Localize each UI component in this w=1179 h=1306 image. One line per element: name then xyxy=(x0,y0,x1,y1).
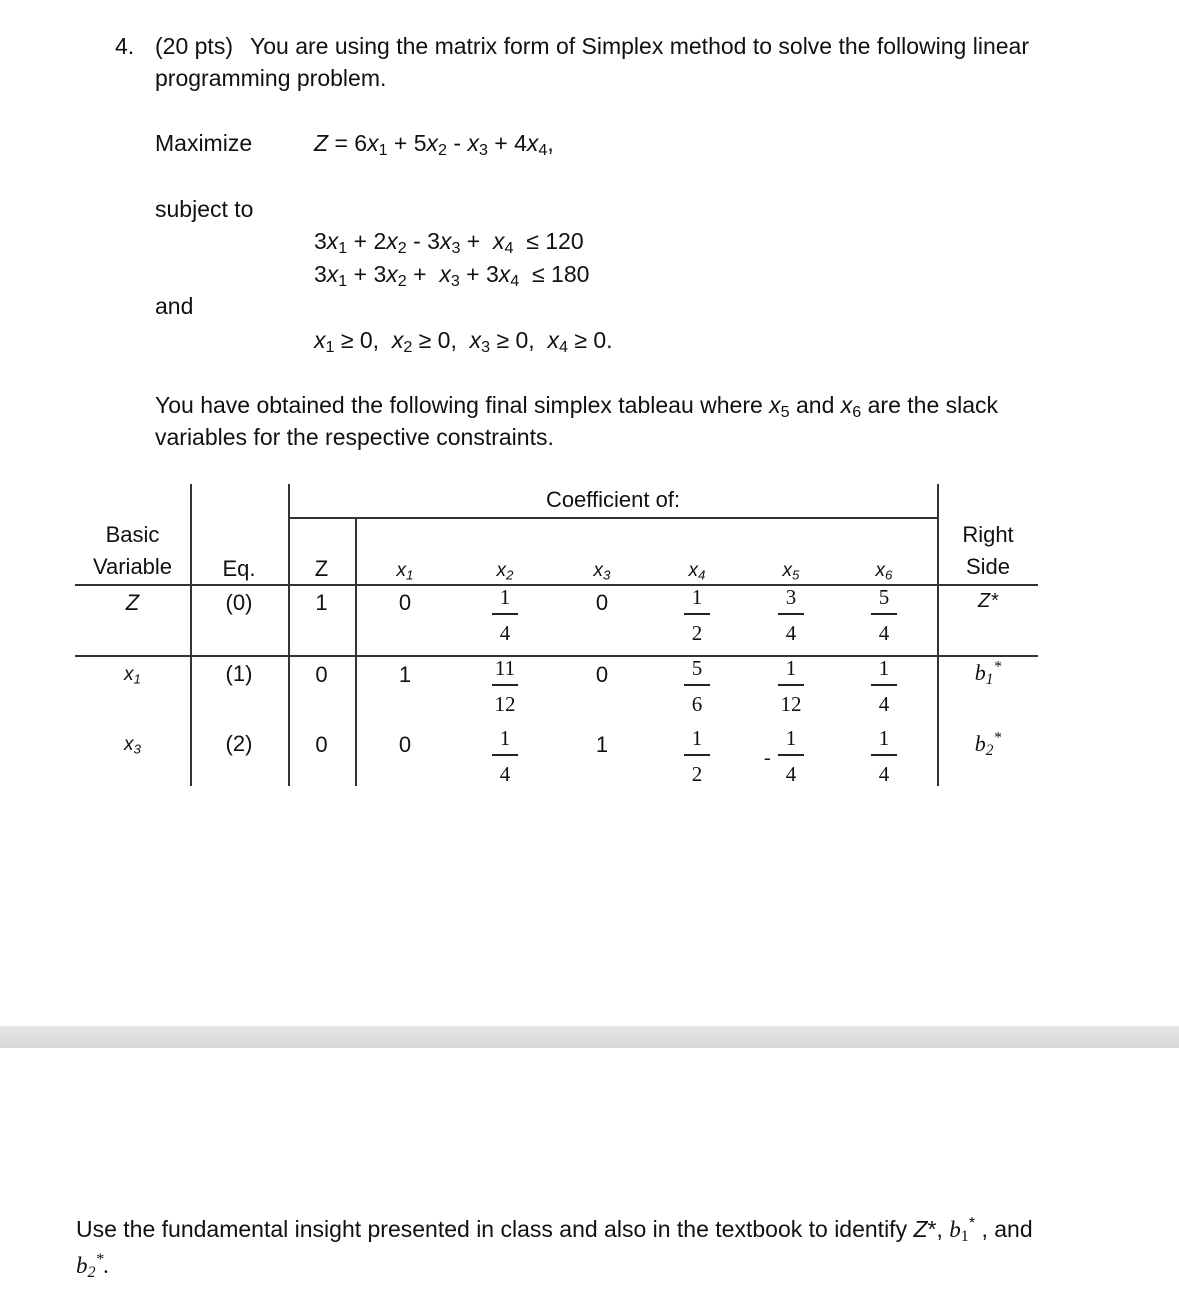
coefficient-header: Coefficient of: xyxy=(545,487,681,512)
row1-x6: 1 4 xyxy=(859,654,909,718)
row1-x5: 1 12 xyxy=(766,654,816,718)
col-header-x4: $x_4$ xyxy=(688,560,706,583)
question-line2: $b_2^*$. xyxy=(76,1251,110,1282)
col-header-x6: $x_6$ xyxy=(875,560,893,583)
row2-x6: 1 4 xyxy=(859,724,909,788)
col-header-x3: $x_3$ xyxy=(593,560,611,583)
objective-function: $Z = 6x_1 + 5x_2 - x_3 + 4x_4$, xyxy=(314,130,554,160)
constraint-1: $3x_1 + 2x_2 - 3x_3 + x_4 \le 120$ xyxy=(314,228,584,258)
row1-basic: $x_1$ xyxy=(124,664,141,687)
row1-x4: 5 6 xyxy=(672,654,722,718)
eq-header: Eq. xyxy=(222,556,256,581)
problem-intro-line2: programming problem. xyxy=(155,65,387,91)
row0-rhs: Z* xyxy=(978,590,998,612)
basic-header-2: Variable xyxy=(92,554,173,579)
row0-x6: 5 4 xyxy=(859,583,909,647)
tableau-intro-line1: You have obtained the following final simplex tableau where $x_5$ and $x_6$ are the slack xyxy=(155,392,999,422)
problem-intro-line1: You are using the matrix form of Simplex method to solve the following linear xyxy=(250,33,1029,59)
row1-x3: 0 xyxy=(595,662,609,687)
basic-header-1: Basic xyxy=(105,522,160,547)
row2-x2: 1 4 xyxy=(480,724,530,788)
maximize-label: Maximize xyxy=(155,130,253,156)
row0-x4: 1 2 xyxy=(672,583,722,647)
col-header-x5: $x_5$ xyxy=(782,560,800,583)
row0-x2: 1 4 xyxy=(480,583,530,647)
row1-eq: (1) xyxy=(225,661,253,686)
row1-rhs: $b_1^*$ xyxy=(974,658,1002,688)
question-line1: Use the fundamental insight presented in class and also in the textbook to identify Z*, $b_1^*$ , and xyxy=(76,1214,1033,1246)
and-label: and xyxy=(155,293,194,319)
row2-z: 0 xyxy=(315,732,328,757)
subject-to-label: subject to xyxy=(155,196,254,222)
row2-x1: 0 xyxy=(398,732,412,757)
row0-x5: 3 4 xyxy=(766,583,816,647)
constraint-2: $3x_1 + 3x_2 + x_3 + 3x_4 \le 180$ xyxy=(314,261,590,291)
row0-z: 1 xyxy=(315,590,328,615)
row0-eq: (0) xyxy=(225,590,253,615)
col-header-z: Z xyxy=(314,556,329,581)
row2-x3: 1 xyxy=(595,732,609,757)
row2-x5: - 1 4 xyxy=(766,724,816,788)
problem-number: 4. xyxy=(115,33,135,59)
col-header-x1: $x_1$ xyxy=(396,560,414,583)
row1-x1: 1 xyxy=(398,662,412,687)
nonnegativity: $x_1 \ge 0$, $x_2 \ge 0$, $x_3 \ge 0$, $x_4 \ge 0$. xyxy=(314,327,613,357)
row2-basic: $x_3$ xyxy=(124,734,141,757)
col-header-x2: $x_2$ xyxy=(496,560,514,583)
row2-rhs: $b_2^*$ xyxy=(974,729,1002,759)
tableau-intro-line2: variables for the respective constraints. xyxy=(155,424,554,450)
page-divider xyxy=(0,1026,1179,1048)
row2-eq: (2) xyxy=(225,731,253,756)
problem-points: (20 pts) xyxy=(155,33,233,59)
rhs-header-1: Right xyxy=(962,522,1014,547)
row1-z: 0 xyxy=(315,662,328,687)
row0-x3: 0 xyxy=(595,590,609,615)
row0-x1: 0 xyxy=(398,590,412,615)
rhs-header-2: Side xyxy=(965,554,1011,579)
row0-basic: Z xyxy=(125,590,140,615)
tableau-hline-coef xyxy=(288,517,938,519)
row1-x2: 11 12 xyxy=(480,654,530,718)
row2-x4: 1 2 xyxy=(672,724,722,788)
